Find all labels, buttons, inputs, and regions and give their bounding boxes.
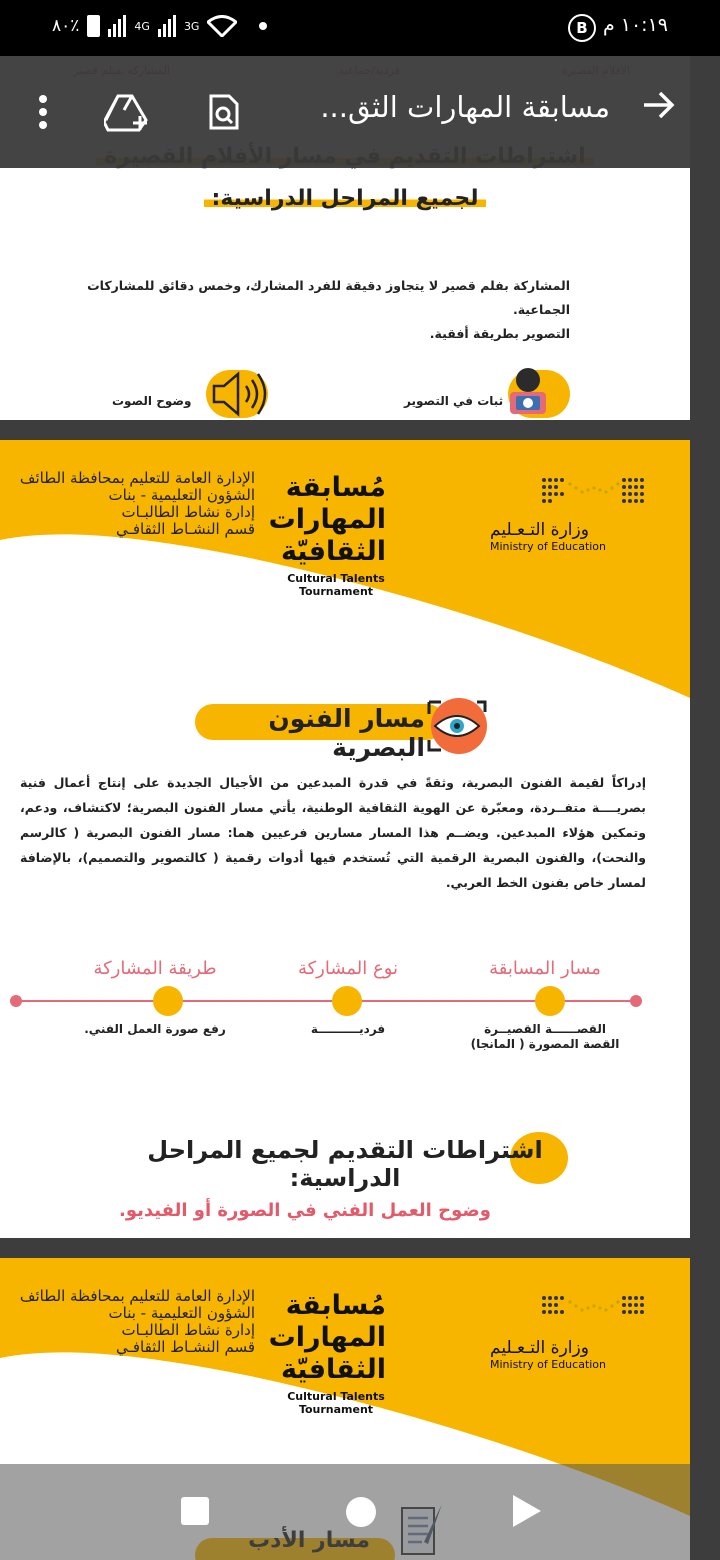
ministry-logo-icon	[540, 1294, 646, 1322]
back-triangle-icon[interactable]	[513, 1495, 541, 1527]
drive-add-icon[interactable]	[104, 94, 152, 136]
timeline-node	[153, 986, 183, 1016]
feature-stable-shooting: ثبات في التصوير	[404, 394, 504, 408]
notification-dot-icon	[259, 22, 267, 30]
admin-line: الإدارة العامة للتعليم بمحافظة الطائف	[19, 1287, 255, 1305]
camera-person-icon	[504, 366, 552, 418]
timeline-node	[332, 986, 362, 1016]
timeline-end-dot	[10, 995, 22, 1007]
ministry-name-ar: وزارة التـعـليم	[490, 520, 589, 540]
document-page-2	[0, 440, 690, 1238]
home-circle-icon[interactable]	[346, 1497, 376, 1527]
timeline-head-track: مسار المسابقة	[489, 958, 601, 979]
status-icons	[52, 15, 267, 37]
logo-en-line: Tournament	[298, 1403, 374, 1416]
admin-block	[15, 470, 255, 538]
timeline-value-track	[460, 1022, 630, 1052]
timeline-head-method: طريقة المشاركة	[93, 958, 217, 979]
recents-square-icon[interactable]	[181, 1497, 209, 1525]
network-4g-label: 4G	[134, 19, 150, 33]
timeline-value-method: رفع صورة العمل الفني.	[84, 1022, 226, 1036]
back-arrow-icon[interactable]	[636, 86, 680, 134]
conditions-subtitle: لجميع المراحل الدراسية:	[0, 186, 690, 211]
signal-icon-2	[158, 15, 176, 37]
clock: ١٠:١٩ م	[602, 14, 668, 36]
requirements-title: اشتراطات التقديم لجميع المراحل الدراسية:	[147, 1136, 543, 1192]
logo-line: الثقافيّة	[280, 1354, 386, 1385]
search-document-icon[interactable]	[207, 94, 241, 134]
track-description: إدراكاً لقيمة الفنون البصرية، وثقةً في قدرة المبدعين من الأجيال الجديدة على إنتاج أعمال فنية بصريــــة متفــردة، ومعبّرة عن الهوية الثقافية الوطنية، يأتي مسار الفنون البصرية؛ لاكتشاف، ودعم، وتمكين هؤلاء المبدعين. ويضــم هذا المسار مسارين فرعيين هما: مسار الفنون البصرية ( كالرسم والنحت)، والفنون البصرية الرقمية التي تُستخدم فيها أدوات رقمية ( كالتصوير والتصميم)، بالإضافة لمسار خاص بفنون الخط العربي.	[20, 775, 646, 890]
timeline-head-type: نوع المشاركة	[297, 958, 399, 979]
track-title: مسار الفنون البصرية	[268, 704, 425, 762]
more-vert-icon[interactable]	[36, 94, 50, 134]
admin-line: قسم النشـاط الثقافـي	[115, 520, 255, 538]
body-line: التصوير بطريقة أفقية.	[429, 326, 570, 341]
document-title: مسابقة المهارات الثق...	[320, 90, 610, 124]
logo-line: المهارات	[268, 1322, 386, 1353]
system-nav-bar	[0, 1464, 690, 1560]
requirements-body: وضوح العمل الفني في الصورة أو الفيديو.	[119, 1200, 491, 1221]
logo-line: مُسابقة	[285, 472, 386, 503]
wifi-icon	[207, 15, 237, 37]
battery-percent: ٨٠٪	[52, 16, 80, 36]
admin-line: الشؤون التعليمية - بنات	[108, 486, 255, 504]
logo-en-line: Tournament	[298, 585, 374, 598]
timeline-node	[535, 986, 565, 1016]
logo-line: الثقافيّة	[280, 536, 386, 567]
tournament-logo-en	[286, 572, 386, 598]
body-line: المشاركة بفلم قصير لا يتجاوز دقيقة للفرد المشارك، وخمس دقائق للمشاركات الجماعية.	[87, 278, 570, 317]
timeline-value-type: فرديــــــــــة	[310, 1022, 386, 1036]
logo-en-line: Cultural Talents	[287, 572, 385, 585]
signal-icon	[108, 15, 126, 37]
ministry-logo-icon	[540, 476, 646, 504]
logo-line: المهارات	[268, 504, 386, 535]
admin-line: إدارة نشاط الطالبـات	[121, 503, 255, 521]
logo-line: مُسابقة	[285, 1290, 386, 1321]
eye-art-icon	[425, 696, 489, 756]
admin-line: إدارة نشاط الطالبـات	[121, 1321, 255, 1339]
speaker-icon	[208, 370, 272, 418]
admin-line: الإدارة العامة للتعليم بمحافظة الطائف	[19, 469, 255, 487]
ministry-name-ar: وزارة التـعـليم	[490, 1338, 589, 1358]
feature-clear-audio: وضوح الصوت	[112, 394, 192, 408]
tournament-logo	[268, 472, 386, 568]
battery-icon	[87, 15, 100, 37]
tournament-logo	[268, 1290, 386, 1386]
timeline-end-dot	[630, 995, 642, 1007]
timeline-value-line: القصة المصورة ( المانجا)	[470, 1037, 620, 1051]
conditions-body	[80, 274, 570, 346]
admin-block	[15, 1288, 255, 1356]
admin-line: الشؤون التعليمية - بنات	[108, 1304, 255, 1322]
admin-line: قسم النشـاط الثقافـي	[115, 1338, 255, 1356]
ministry-name-en: Ministry of Education	[490, 540, 607, 553]
logo-en-line: Cultural Talents	[287, 1390, 385, 1403]
network-3g-label: 3G	[183, 19, 200, 33]
ministry-name-en: Ministry of Education	[490, 1358, 607, 1371]
tournament-logo-en	[286, 1390, 386, 1416]
status-bar	[0, 0, 720, 56]
timeline-value-line: القصــــــة القصيــرة	[484, 1022, 606, 1036]
b-app-icon: B	[568, 14, 596, 42]
app-toolbar	[0, 56, 690, 168]
